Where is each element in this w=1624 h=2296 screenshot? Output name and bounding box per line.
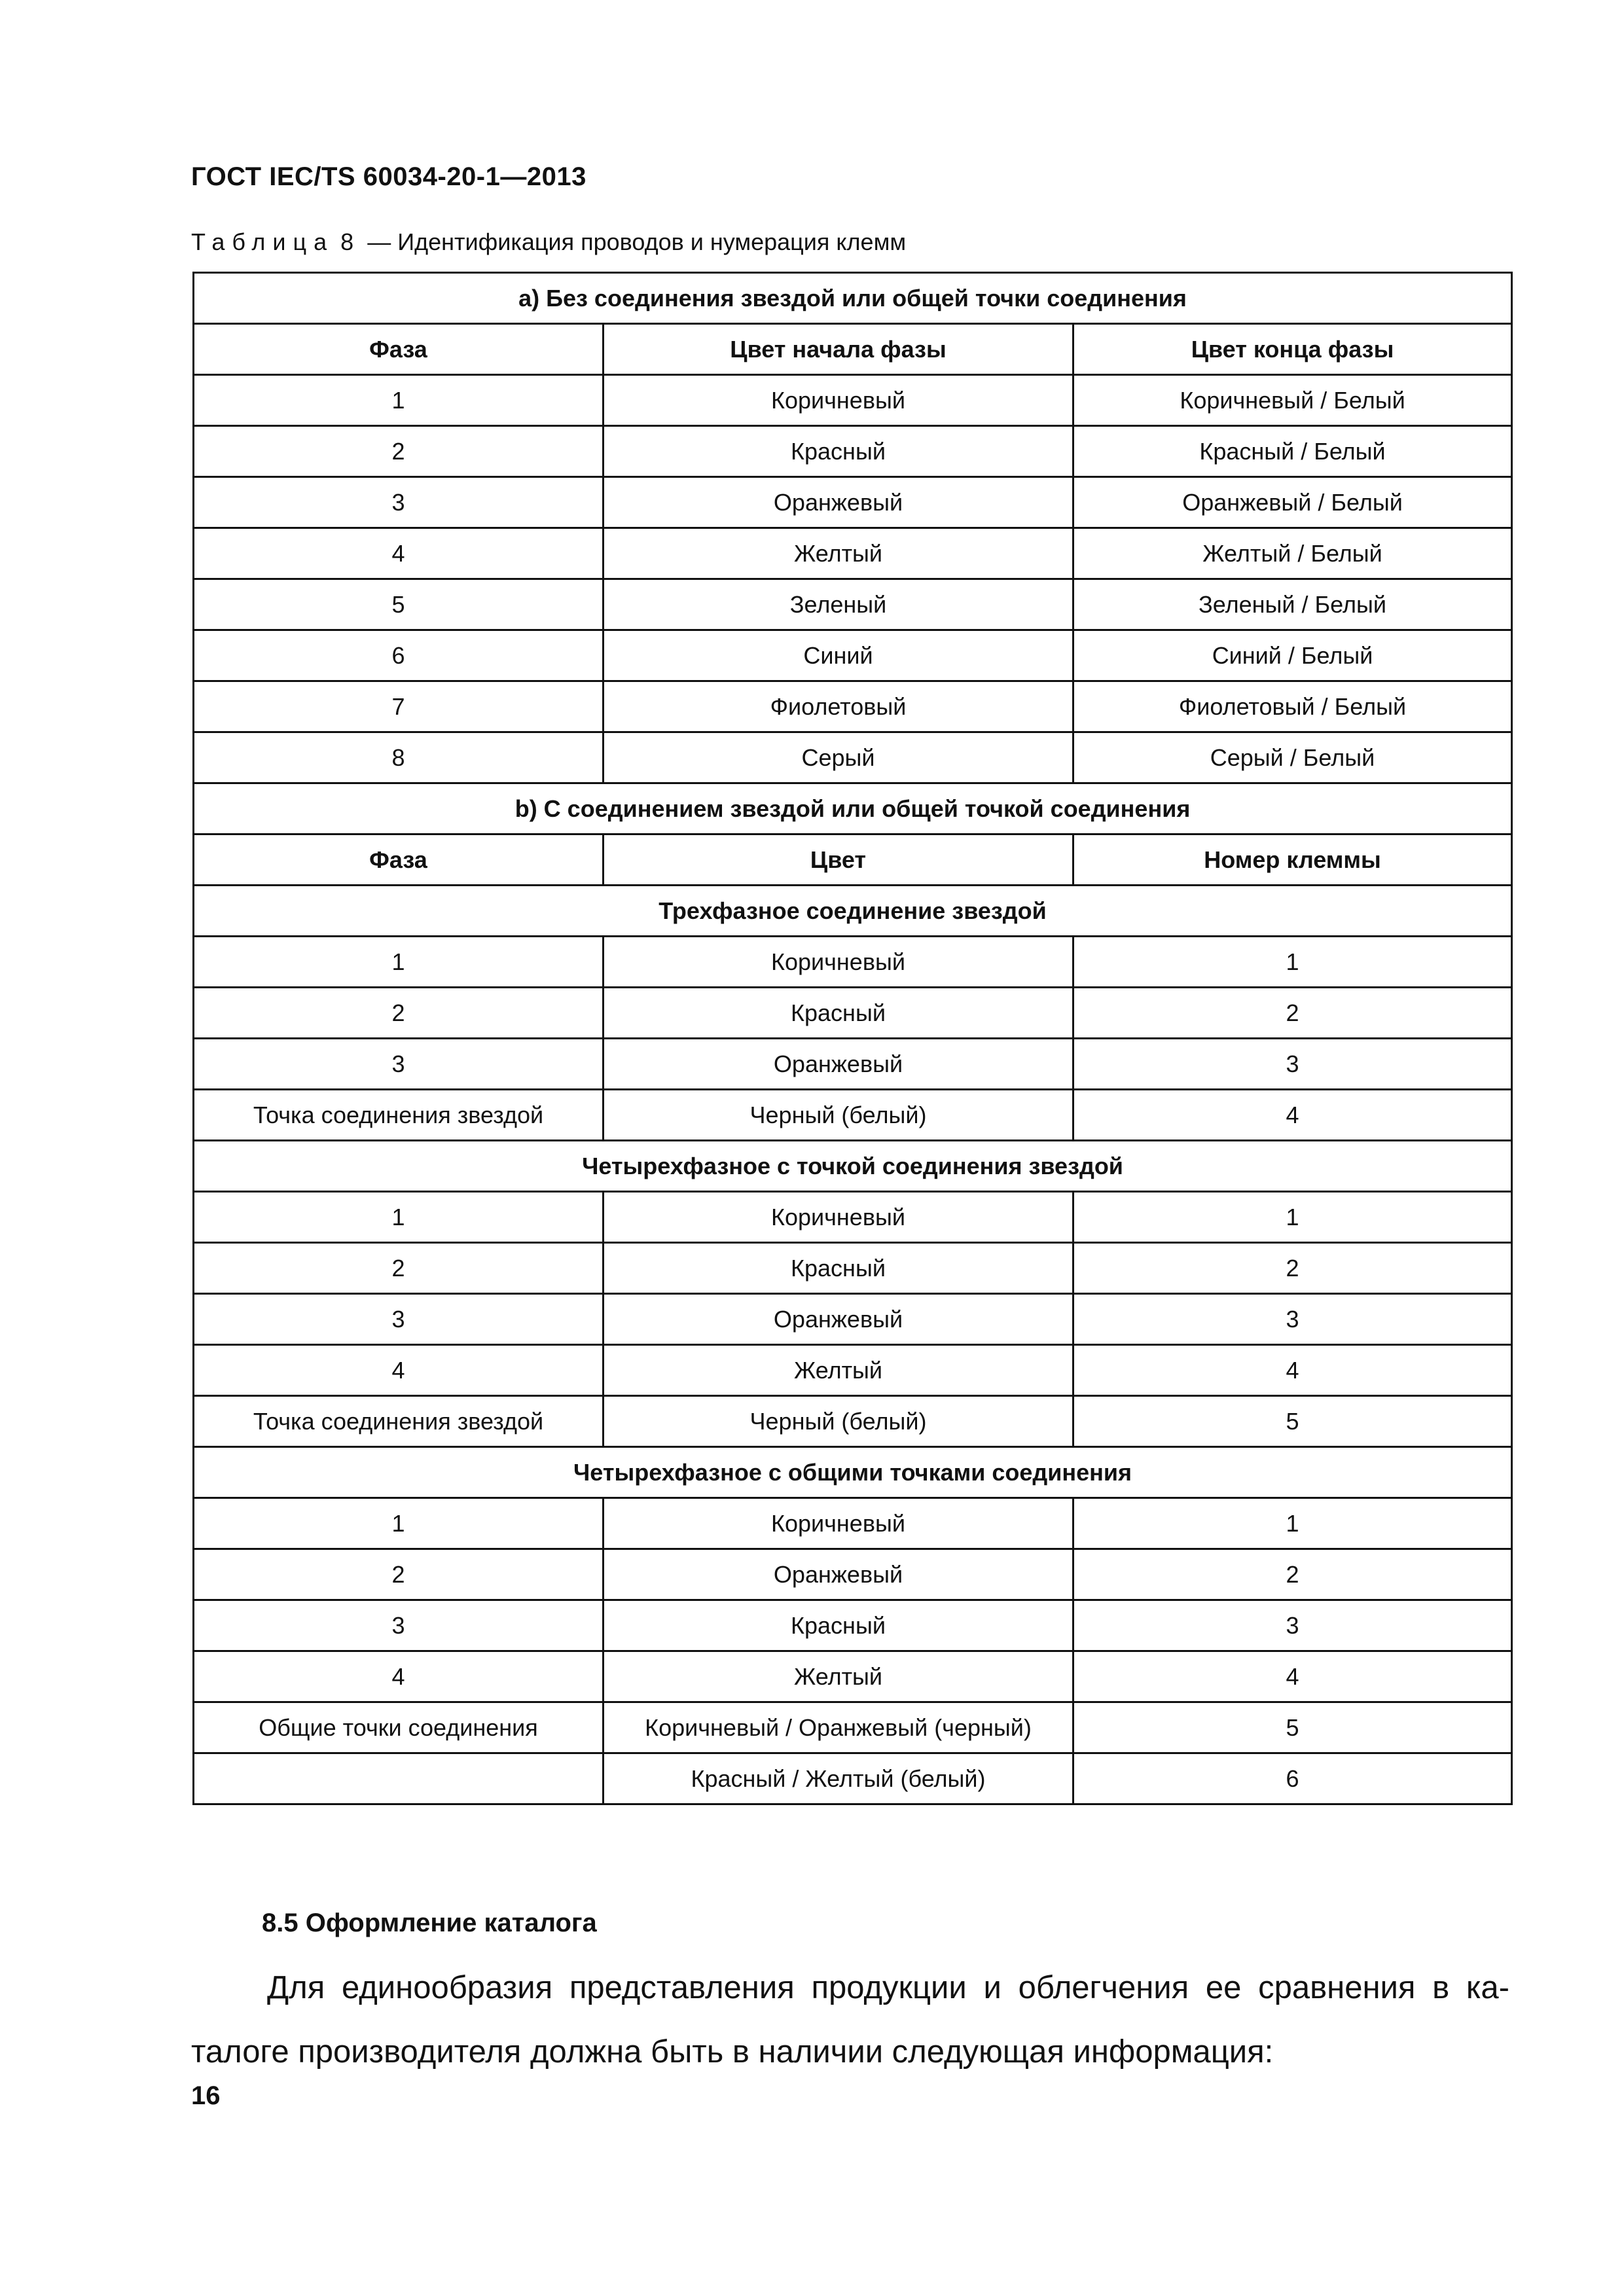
table-row <box>194 1498 1512 1549</box>
table-cell: Коричневый <box>604 937 1074 988</box>
table-cell: 1 <box>1074 1498 1512 1549</box>
table-cell: 1 <box>1074 937 1512 988</box>
body-line: Для единообразия представления продукции и облегчения ее сравнения в ка- <box>267 1970 1509 2005</box>
table-cell: 2 <box>194 1243 604 1294</box>
table-cell: Оранжевый <box>604 1294 1074 1345</box>
table-cell: Красный / Желтый (белый) <box>604 1753 1074 1804</box>
table-cell: Красный <box>604 1243 1074 1294</box>
table-row <box>194 1294 1512 1345</box>
table-cell: 2 <box>194 988 604 1039</box>
table-caption-number: 8 <box>340 228 361 255</box>
table-cell: 5 <box>194 579 604 630</box>
table-cell: Оранжевый <box>604 1549 1074 1600</box>
table-row <box>194 1039 1512 1090</box>
table-cell: 4 <box>1074 1090 1512 1141</box>
table-cell: 4 <box>1074 1651 1512 1702</box>
table-cell: Синий / Белый <box>1074 630 1512 681</box>
table-row <box>194 1243 1512 1294</box>
table-row <box>194 375 1512 426</box>
table-cell: Синий <box>604 630 1074 681</box>
table-cell: Коричневый / Белый <box>1074 375 1512 426</box>
table-cell: 7 <box>194 681 604 732</box>
table-cell: Красный / Белый <box>1074 426 1512 477</box>
table-row <box>194 1345 1512 1396</box>
column-header: Цвет начала фазы <box>604 324 1074 375</box>
body-paragraph <box>191 1956 1509 2084</box>
table-cell: 3 <box>194 1294 604 1345</box>
table-cell: 2 <box>1074 988 1512 1039</box>
wire-identification-table <box>192 272 1513 1805</box>
table-cell: 3 <box>194 1600 604 1651</box>
table-row <box>194 1396 1512 1447</box>
table-row <box>194 937 1512 988</box>
table-cell: Общие точки соединения <box>194 1702 604 1753</box>
table-cell: 4 <box>1074 1345 1512 1396</box>
table-cell: 2 <box>194 426 604 477</box>
table-cell: 4 <box>194 1345 604 1396</box>
table-cell: Черный (белый) <box>604 1396 1074 1447</box>
table-cell: Оранжевый <box>604 477 1074 528</box>
table-cell: Зеленый <box>604 579 1074 630</box>
table-cell: Оранжевый / Белый <box>1074 477 1512 528</box>
column-header: Цвет конца фазы <box>1074 324 1512 375</box>
table-row <box>194 1549 1512 1600</box>
section-a-title: a) Без соединения звездой или общей точки соединения <box>194 273 1512 324</box>
table-cell: 3 <box>1074 1039 1512 1090</box>
table-row <box>194 1090 1512 1141</box>
table-caption-label: Таблица <box>191 228 334 255</box>
table-cell: Оранжевый <box>604 1039 1074 1090</box>
table-row <box>194 681 1512 732</box>
table-cell: Коричневый <box>604 375 1074 426</box>
table-cell: Фиолетовый / Белый <box>1074 681 1512 732</box>
table-cell: Желтый <box>604 528 1074 579</box>
table-group-row <box>194 886 1512 937</box>
table-row <box>194 528 1512 579</box>
table-cell: 1 <box>1074 1192 1512 1243</box>
table-row <box>194 1753 1512 1804</box>
group-title: Трехфазное соединение звездой <box>194 886 1512 937</box>
table-row <box>194 1702 1512 1753</box>
table-cell: 6 <box>1074 1753 1512 1804</box>
table-cell: Красный <box>604 426 1074 477</box>
table-cell: Красный <box>604 988 1074 1039</box>
table-cell: Черный (белый) <box>604 1090 1074 1141</box>
column-header: Цвет <box>604 834 1074 886</box>
table-cell: 2 <box>1074 1549 1512 1600</box>
table-cell: Фиолетовый <box>604 681 1074 732</box>
table-header-row <box>194 324 1512 375</box>
table-cell: 4 <box>194 1651 604 1702</box>
table-cell: 1 <box>194 1498 604 1549</box>
table-header-row <box>194 834 1512 886</box>
table-cell: Желтый <box>604 1651 1074 1702</box>
table-row <box>194 426 1512 477</box>
table-row <box>194 1651 1512 1702</box>
section-b-title: b) С соединением звездой или общей точкой соединения <box>194 783 1512 834</box>
table-cell: 5 <box>1074 1702 1512 1753</box>
table-cell: Точка соединения звездой <box>194 1396 604 1447</box>
column-header: Номер клеммы <box>1074 834 1512 886</box>
table-cell: 1 <box>194 1192 604 1243</box>
table-cell: Коричневый <box>604 1498 1074 1549</box>
table-cell: Коричневый / Оранжевый (черный) <box>604 1702 1074 1753</box>
table-cell: 2 <box>194 1549 604 1600</box>
table-group-row <box>194 1141 1512 1192</box>
section-heading: 8.5 Оформление каталога <box>262 1909 597 1937</box>
table-cell <box>194 1753 604 1804</box>
table-row <box>194 630 1512 681</box>
table-cell: Серый / Белый <box>1074 732 1512 783</box>
table-caption-text: — Идентификация проводов и нумерация клемм <box>367 228 907 255</box>
table-cell: 1 <box>194 375 604 426</box>
table-cell: 3 <box>194 1039 604 1090</box>
table-cell: 3 <box>1074 1294 1512 1345</box>
table-cell: Зеленый / Белый <box>1074 579 1512 630</box>
table-row <box>194 1192 1512 1243</box>
table-row <box>194 988 1512 1039</box>
table-cell: 8 <box>194 732 604 783</box>
table-row <box>194 579 1512 630</box>
body-line: талоге производителя должна быть в наличии следующая информация: <box>191 2034 1274 2070</box>
group-title: Четырехфазное с точкой соединения звездой <box>194 1141 1512 1192</box>
table-cell: 6 <box>194 630 604 681</box>
table-cell: 2 <box>1074 1243 1512 1294</box>
table-row <box>194 732 1512 783</box>
table-section-row <box>194 783 1512 834</box>
document-standard-header: ГОСТ IEC/TS 60034-20-1—2013 <box>191 162 586 191</box>
table-cell: Серый <box>604 732 1074 783</box>
table-row <box>194 1600 1512 1651</box>
table-row <box>194 477 1512 528</box>
table-cell: Желтый <box>604 1345 1074 1396</box>
table-cell: 3 <box>1074 1600 1512 1651</box>
table-cell: 4 <box>194 528 604 579</box>
table-section-row <box>194 273 1512 324</box>
table-cell: Красный <box>604 1600 1074 1651</box>
table-group-row <box>194 1447 1512 1498</box>
group-title: Четырехфазное с общими точками соединения <box>194 1447 1512 1498</box>
table-caption <box>191 228 906 256</box>
table-cell: 3 <box>194 477 604 528</box>
column-header: Фаза <box>194 834 604 886</box>
table-cell: 5 <box>1074 1396 1512 1447</box>
page-number: 16 <box>191 2081 221 2110</box>
column-header: Фаза <box>194 324 604 375</box>
table-cell: Точка соединения звездой <box>194 1090 604 1141</box>
table-cell: 1 <box>194 937 604 988</box>
table-cell: Коричневый <box>604 1192 1074 1243</box>
table-cell: Желтый / Белый <box>1074 528 1512 579</box>
